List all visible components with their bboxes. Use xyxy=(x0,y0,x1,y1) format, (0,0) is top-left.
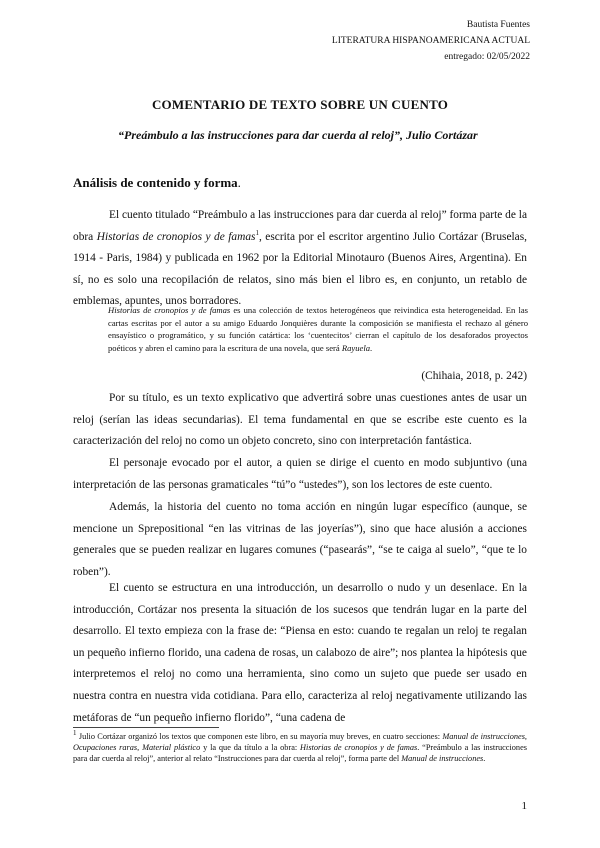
quote-body: es una colección de textos heterogéneos que reivindica esta heterogeneidad. En las cartas escritas por el autor a su amigo Eduardo Jonquières durante la composición se manifiesta el rechazo al género ensayístico o programático, y su función catártica: los ‘cuentecitos’ cierran el capítulo de los desaforados proyectos poéticos y abren el camino para la escritura de una novela, que será xyxy=(108,305,528,353)
section-heading xyxy=(73,175,241,191)
paragraph-4 xyxy=(73,497,527,583)
paragraph-2 xyxy=(73,388,527,453)
paragraph-2-text: Por su título, es un texto explicativo que advertirá sobre unas cuestiones antes de usar un reloj (serían las ideas secundarias). El tema fundamental en que se escribe este cuento es la caracterización del reloj no como un objeto concreto, sino con interpretación fantástica. xyxy=(73,392,527,448)
quote-citation: (Chihaia, 2018, p. 242) xyxy=(421,370,527,382)
page-subtitle: “Preámbulo a las instrucciones para dar cuerda al reloj”, Julio Cortázar xyxy=(118,128,478,142)
footnote-text-i: . “Preámbulo a las instrucciones para dar cuerda al reloj”, anterior al relato “Instrucciones para dar cuerda al reloj”, forma parte del xyxy=(73,743,527,764)
book-title-italic: Historias de cronopios y de famas xyxy=(96,230,256,243)
section-heading-dot: . xyxy=(237,175,241,190)
header-course: LITERATURA HISPANOAMERICANA ACTUAL xyxy=(331,36,530,46)
paragraph-3 xyxy=(73,453,527,496)
footnote-italic-manual-2: Manual de instrucciones xyxy=(401,754,484,764)
header-author: Bautista Fuentes xyxy=(466,20,530,30)
page-title: COMENTARIO DE TEXTO SOBRE UN CUENTO xyxy=(151,97,449,112)
paragraph-5-text: El cuento se estructura en una introducción, un desarrollo o nudo y un desenlace. En la introducción, Cortázar nos presenta la situación de los sucesos que tendrán lugar en la parte del desarrollo. El texto empieza con la frase de: “Piensa en esto: cuando te regalan un reloj te regalan un pequeño infierno florido, una cadena de rosas, un calabozo de aire”; nos plantea la hipótesis que interpretemos el reloj no como una herramienta, sino como un sujeto que puede ser usado en nuestra contra en nuestra vida cotidiana. Para ello, caracteriza al reloj negativamente utilizando las metáforas de “un pequeño infierno florido”, “una cadena de xyxy=(73,582,527,724)
paragraph-5 xyxy=(73,578,527,729)
footnote-number: 1 xyxy=(73,729,77,738)
quote-book-title: Historias de cronopios y de famas xyxy=(108,305,231,315)
footnote-comma-2: , xyxy=(137,743,143,753)
section-heading-text: Análisis de contenido y forma xyxy=(73,175,238,190)
paragraph-4-text: Además, la historia del cuento no toma acción en ningún lugar específico (aunque, se mencione un Sprepositional “en las vitrinas de las joyerías”), sino que hace alusión a acciones generales que se pueden realizar en lugares comunes (“pasearás”, “se te caiga al suelo”, “que te lo roben”). xyxy=(73,501,527,578)
block-quote xyxy=(108,304,528,354)
footnote xyxy=(73,731,527,765)
header-date: entregado: 02/05/2022 xyxy=(444,52,530,62)
footnote-ref[interactable]: 1 xyxy=(255,228,259,237)
footnote-italic-material: Material plástico xyxy=(142,743,201,753)
page-number: 1 xyxy=(521,800,527,812)
paragraph-1 xyxy=(73,205,527,313)
quote-novel-title: Rayuela xyxy=(341,342,371,353)
footnote-comma-1: , xyxy=(524,732,527,741)
footnote-italic-ocupaciones: Ocupaciones raras xyxy=(73,743,138,753)
paragraph-1-part-a: El cuento titulado “Preámbulo a las instrucciones para dar cuerda al reloj” forma parte de la obra xyxy=(73,209,527,243)
footnote-italic-historias: Historias de cronopios y de famas xyxy=(300,743,418,753)
footnote-text-a: Julio Cortázar organizó los textos que componen este libro, en su mayoría muy breves, en cuatro secciones: xyxy=(76,732,443,741)
paragraph-1-part-c: , escrita por el escritor argentino Julio Cortázar (Bruselas, 1914 - Paris, 1984) y publicada en 1962 por la Editorial Minotauro (Buenos Aires, Argentina). En sí, no es solo una recopilación de relatos, sino más bien el libro es, en conjunto, un retablo de emblemas, apuntes, unos borradores. xyxy=(73,230,528,308)
footnote-separator xyxy=(73,727,219,728)
paragraph-3-text: El personaje evocado por el autor, a quien se dirige el cuento en modo subjuntivo (una interpretación de las personas gramaticales “tú”o “ustedes”), son los lectores de este cuento. xyxy=(73,457,527,491)
quote-end: . xyxy=(370,342,373,353)
footnote-text-g: y la que da título a la obra: xyxy=(200,743,301,753)
footnote-end: . xyxy=(483,754,486,764)
footnote-italic-manual: Manual de instrucciones xyxy=(442,732,525,741)
